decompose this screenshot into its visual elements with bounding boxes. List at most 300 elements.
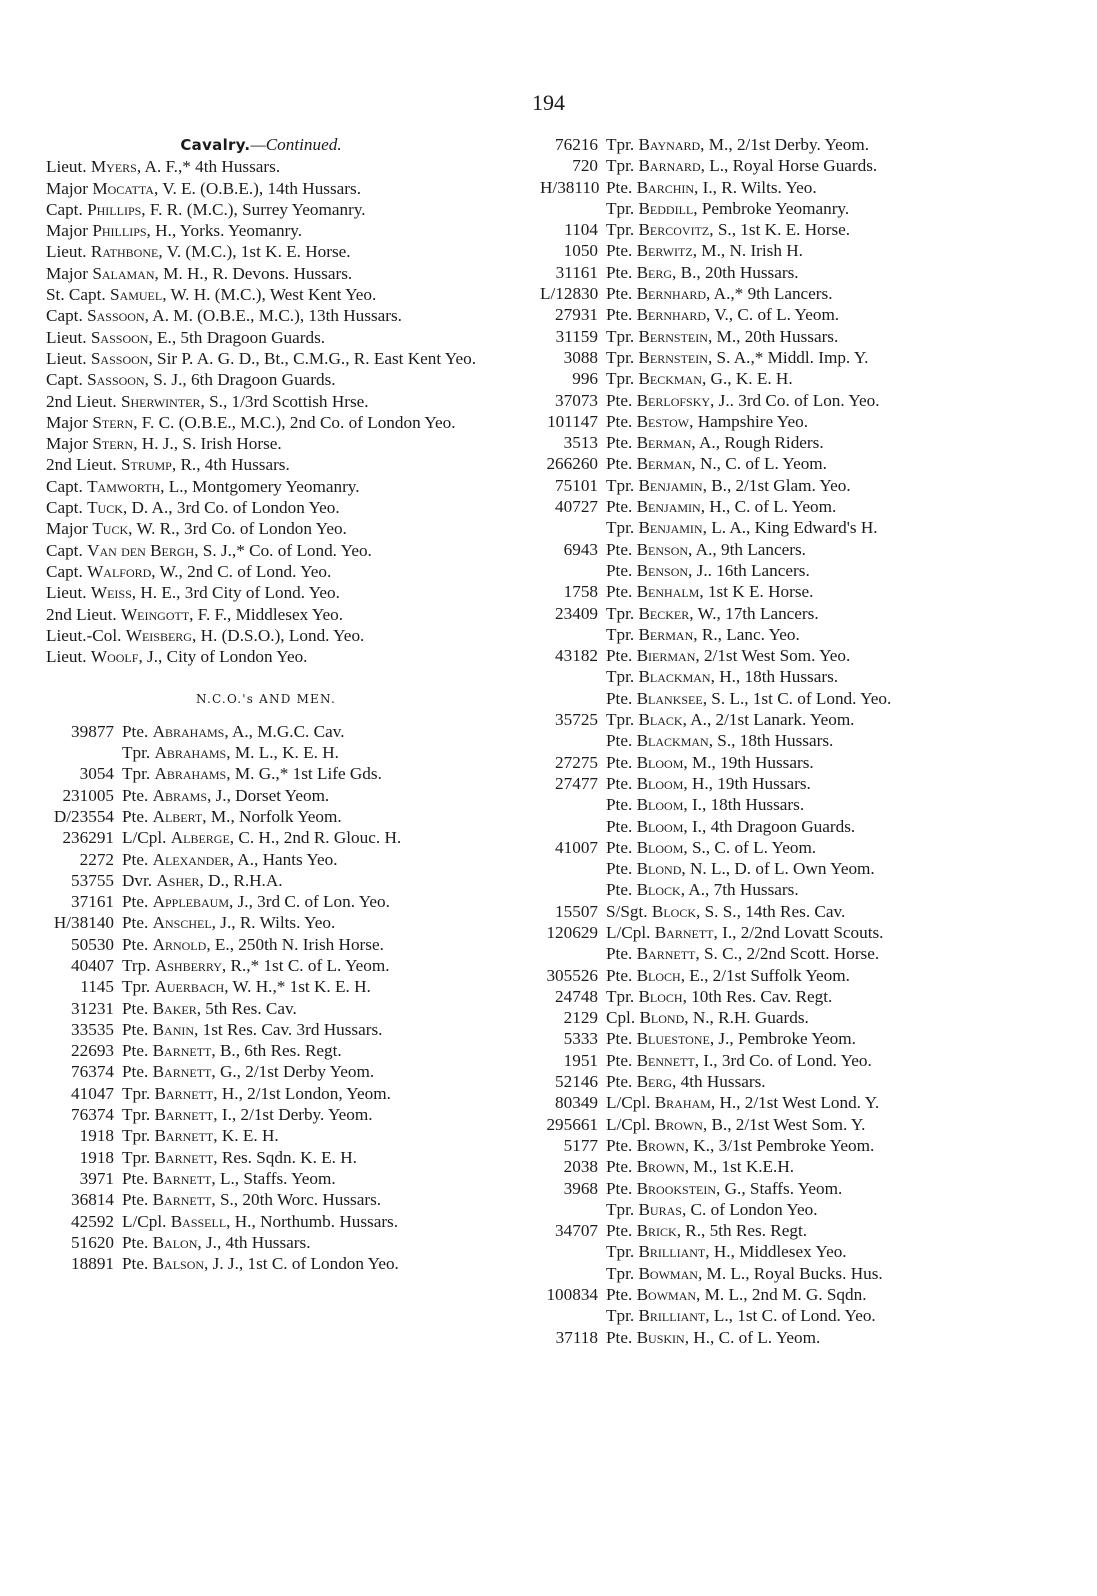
entry-rank: Pte. [606,284,633,304]
officer-rank: 2nd Lieut. [46,391,117,411]
entry-rank: Tpr. [122,1126,151,1146]
entry-name: Buskin [636,1327,685,1347]
service-number [540,1305,606,1326]
service-number: 1951 [563,1050,598,1070]
entry-name: Baker [152,998,197,1018]
entry-text [606,560,1060,581]
entry-rank: S/Sgt. [606,901,648,921]
entry-details: , N., C. of L. Yeom. [691,454,827,474]
entry-rank: Pte. [606,433,633,453]
roll-entry [46,806,522,827]
entry-name: Buras [638,1199,682,1219]
entry-name: Block [636,880,681,900]
officer-name: Weingott [120,604,190,624]
roll-entry [46,1125,522,1146]
entry-name: Blanksee [636,688,703,708]
entry-text [122,1019,522,1040]
entry-rank: Pte. [606,497,633,517]
entry-text [606,1156,1060,1177]
entry-text [606,1028,1060,1049]
officer-entry [46,241,522,262]
entry-name: Barnard [638,156,701,176]
page-number: 194 [532,90,565,115]
entry-text [606,816,1060,837]
entry-rank: Pte. [606,688,633,708]
officer-rank: Major [46,519,89,539]
roll-entry [540,1305,1060,1326]
service-number: 31161 [555,262,598,282]
officer-rank: Capt. [46,540,83,560]
entry-details: , A., 7th Hussars. [680,880,799,900]
entry-text [606,1241,1060,1262]
entry-name: Bloom [636,795,684,815]
entry-name: Blond [639,1008,685,1028]
entry-text [606,581,1060,602]
entry-name: Bassell [170,1211,227,1231]
service-number: 42592 [71,1211,114,1231]
service-number [540,1263,606,1284]
entry-details: , L., 1st C. of Lond. Yeo. [705,1306,876,1326]
officer-rank: Lieut. [46,583,87,603]
entry-rank: L/Cpl. [606,1093,651,1113]
officer-details: , D. A., 3rd Co. of London Yeo. [122,498,340,518]
officer-details: , W. H. (M.C.), West Kent Yeo. [162,285,377,305]
roll-entry [540,1178,1060,1199]
entry-text [606,1050,1060,1071]
left-column [46,134,522,1274]
officer-rank: Lieut.-Col. [46,625,122,645]
entry-details: , J. J., 1st C. of London Yeo. [204,1254,399,1274]
service-number: 18891 [71,1254,114,1274]
right-column [540,134,1060,1348]
entry-rank: Tpr. [122,1147,151,1167]
service-number: 1145 [80,977,114,997]
service-number [540,688,606,709]
entry-name: Applebaum [152,892,229,912]
roll-entry [540,1199,1060,1220]
entry-text [122,742,522,763]
entry-details: , I., 4th Dragoon Guards. [683,816,856,836]
entry-text [606,1305,1060,1326]
service-number: 27477 [555,773,598,793]
service-number: 52146 [555,1072,598,1092]
service-number [540,560,606,581]
service-number: 33535 [71,1019,114,1039]
nco-heading: N.C.O.'s AND MEN. [196,692,336,707]
service-number: 1104 [564,220,598,240]
entry-rank: Tpr. [606,667,635,687]
service-number [540,879,606,900]
entry-name: Bernhard [636,305,707,325]
roll-entry [540,1114,1060,1135]
service-number [540,1241,606,1262]
entry-details: , K., 3/1st Pembroke Yeom. [684,1135,875,1155]
entry-text [606,177,1060,198]
entry-rank: Pte. [606,837,633,857]
cavalry-heading [46,134,476,156]
officer-name: Sherwinter [120,391,201,411]
officer-name: Strump [120,455,172,475]
roll-entry [540,304,1060,325]
entry-name: Barnett [654,922,714,942]
roll-entry [540,624,1060,645]
entry-details: , V., C. of L. Yeom. [706,305,840,325]
entry-rank: Pte. [122,1168,149,1188]
officer-details: , E., 5th Dragoon Guards. [148,327,326,347]
entry-details: , E., 2/1st Suffolk Yeom. [680,965,850,985]
entry-name: Berlofsky [636,390,711,410]
entry-name: Brown [636,1157,685,1177]
roll-entry [46,1147,522,1168]
entry-details: , J., Dorset Yeom. [207,785,330,805]
officer-entry [46,433,522,454]
entry-rank: Pte. [606,944,633,964]
officer-rank: St. Capt. [46,285,106,305]
entry-rank: Tpr. [606,518,635,538]
entry-name: Benjamin [636,497,701,517]
entry-details: , A., Rough Riders. [691,433,824,453]
entry-rank: Pte. [606,454,633,474]
entry-text [122,1232,522,1253]
officer-name: Phillips [92,221,147,241]
roll-entry [540,709,1060,730]
entry-rank: Pte. [606,1178,633,1198]
service-number: 1050 [563,241,598,261]
entry-text [606,134,1060,155]
roll-entry [540,411,1060,432]
service-number: 3088 [563,347,598,367]
officer-entry [46,220,522,241]
entry-rank: Pte. [606,880,633,900]
service-number: 1918 [79,1126,114,1146]
entry-name: Barnett [152,1041,212,1061]
entry-details: , 4th Hussars. [672,1072,766,1092]
entry-rank: Pte. [606,411,633,431]
entry-details: , M., N. Irish H. [692,241,803,261]
entry-name: Anschel [152,913,212,933]
entry-details: , L. A., King Edward's H. [702,518,878,538]
service-number [540,858,606,879]
entry-name: Barnett [152,1062,212,1082]
entry-details: , G., Staffs. Yeom. [716,1178,843,1198]
service-number: 720 [572,156,598,176]
officer-details: , S., 1/3rd Scottish Hrse. [200,391,369,411]
entry-name: Beddill [638,198,694,218]
entry-text [606,496,1060,517]
entry-name: Balson [152,1254,205,1274]
entry-details: , S. C., 2/2nd Scott. Horse. [695,944,880,964]
entry-details: , J., 4th Hussars. [197,1232,311,1252]
service-number: 41007 [555,837,598,857]
entry-details: , B., 6th Res. Regt. [211,1041,342,1061]
roll-entry [46,827,522,848]
entry-rank: Tpr. [606,369,635,389]
service-number: 3971 [79,1168,114,1188]
roll-entry [46,1211,522,1232]
entry-details: , 2/1st West Som. Yeo. [695,646,851,666]
entry-name: Bloom [636,816,684,836]
entry-rank: L/Cpl. [122,828,167,848]
roll-entry [46,1232,522,1253]
entry-rank: L/Cpl. [122,1211,167,1231]
service-number: 39877 [71,721,114,741]
entry-details: , B., 2/1st Glam. Yeo. [702,475,851,495]
entry-text [606,645,1060,666]
officer-name: Mocatta [92,178,154,198]
entry-text [606,240,1060,261]
officer-name: Woolf [90,647,139,667]
entry-text [122,1211,522,1232]
service-number [540,624,606,645]
entry-details: , W., 17th Lancers. [689,603,819,623]
entry-rank: Pte. [122,1062,149,1082]
entry-name: Bowman [636,1285,697,1305]
service-number [540,794,606,815]
entry-rank: Tpr. [606,710,635,730]
service-number: 5177 [563,1135,598,1155]
entry-name: Berwitz [636,241,693,261]
officer-details: , R., 4th Hussars. [171,455,290,475]
officer-rank: Major [46,221,89,241]
entry-rank: Tpr. [606,1242,635,1262]
entry-rank: Pte. [606,795,633,815]
entry-details: , G., 2/1st Derby Yeom. [211,1062,375,1082]
officer-details: , W., 2nd C. of Lond. Yeo. [151,561,332,581]
service-number: 5333 [563,1029,598,1049]
entry-text [606,517,1060,538]
officer-entry [46,348,522,369]
officer-details: , S. J., 6th Dragoon Guards. [144,370,336,390]
entry-text [122,1083,522,1104]
entry-text [122,1168,522,1189]
roll-entry [540,453,1060,474]
roll-entry [540,1241,1060,1262]
officer-name: Sassoon [87,370,145,390]
officer-entry [46,369,522,390]
entry-text [606,922,1060,943]
entry-name: Barnett [152,1190,212,1210]
entry-rank: Tpr. [606,475,635,495]
service-number: 3054 [79,764,114,784]
service-number: 27275 [555,752,598,772]
roll-entry [46,785,522,806]
entry-details: , C. H., 2nd R. Glouc. H. [229,828,402,848]
entry-text [606,624,1060,645]
entry-name: Brookstein [636,1178,717,1198]
officer-name: Van den Bergh [87,540,195,560]
officer-rank: Lieut. [46,348,87,368]
roll-entry [540,560,1060,581]
entry-text [606,986,1060,1007]
entry-text [122,870,522,891]
entry-details: , H., 2/1st London, Yeom. [213,1083,391,1103]
service-number: 231005 [62,785,114,805]
entry-details: , H., 19th Hussars. [683,773,811,793]
officer-rank: Major [46,263,89,283]
service-number: 37161 [71,892,114,912]
officer-entry [46,305,522,326]
entry-text [122,1147,522,1168]
entry-name: Abrams [152,785,207,805]
roll-entry [540,730,1060,751]
roll-entry [46,849,522,870]
entry-rank: Pte. [606,582,633,602]
entry-name: Abrahams [152,721,225,741]
entry-details: , A., 2/1st Lanark. Yeom. [682,710,855,730]
entry-text [606,347,1060,368]
entry-name: Balon [152,1232,198,1252]
entry-text [606,730,1060,751]
entry-text [606,475,1060,496]
roll-entry [540,837,1060,858]
entry-details: , L., Royal Horse Guards. [700,156,878,176]
entry-text [606,1071,1060,1092]
entry-rank: Pte. [122,1019,149,1039]
entry-rank: Tpr. [606,1199,635,1219]
entry-details: , 10th Res. Cav. Regt. [682,986,833,1006]
entry-name: Bestow [636,411,690,431]
entry-details: , R., 5th Res. Regt. [676,1221,808,1241]
entry-details: , N. L., D. of L. Own Yeom. [681,859,875,879]
entry-details: , D., R.H.A. [199,870,283,890]
entry-rank: Pte. [122,721,149,741]
entry-text [606,965,1060,986]
entry-name: Barnett [154,1083,214,1103]
officer-rank: Lieut. [46,242,87,262]
officer-details: , H., Yorks. Yeomanry. [146,221,303,241]
roll-entry [46,870,522,891]
entry-text [606,262,1060,283]
entry-rank: Trp. [122,955,151,975]
service-number: H/38110 [540,177,600,197]
officer-name: Samuel [109,285,163,305]
entry-name: Arnold [152,934,207,954]
entry-details: , J., Pembroke Yeom. [709,1029,856,1049]
entry-name: Bloch [638,986,683,1006]
entry-name: Blond [636,859,682,879]
roll-entry [540,879,1060,900]
entry-text [122,785,522,806]
roll-entry [540,901,1060,922]
entry-details: , M., Norfolk Yeom. [202,806,342,826]
officer-details: , F. R. (M.C.), Surrey Yeomanry. [141,199,366,219]
entry-rank: Pte. [606,390,633,410]
entry-details: , J., R. Wilts. Yeo. [211,913,336,933]
service-number [540,816,606,837]
officer-entry [46,476,522,497]
service-number: 1918 [79,1147,114,1167]
officer-details: , Sir P. A. G. D., Bt., C.M.G., R. East Kent Yeo. [148,348,477,368]
officer-details: , H. E., 3rd City of Lond. Yeo. [131,583,340,603]
service-number: 2038 [563,1157,598,1177]
roll-entry [46,742,522,763]
entry-rank: Pte. [122,849,149,869]
entry-text [122,1125,522,1146]
officer-details: , H. J., S. Irish Horse. [133,434,282,454]
service-number: 80349 [555,1093,598,1113]
roll-entry [540,965,1060,986]
officer-entry [46,391,522,412]
roll-entry [540,1092,1060,1113]
officer-name: Tuck [87,498,123,518]
entry-details: , M. G.,* 1st Life Gds. [226,764,382,784]
entry-text [606,709,1060,730]
entry-name: Benjamin [638,475,703,495]
entry-rank: Pte. [606,241,633,261]
entry-name: Berg [636,1072,673,1092]
entry-rank: Tpr. [606,986,635,1006]
officer-entry [46,540,522,561]
entry-rank: Tpr. [606,326,635,346]
entry-text [606,1327,1060,1348]
entry-name: Berg [636,262,673,282]
entry-name: Block [651,901,696,921]
service-number: 76216 [555,135,598,154]
officer-details: , F. F., Middlesex Yeo. [189,604,344,624]
entry-text [606,326,1060,347]
service-number: 76374 [71,1062,114,1082]
entry-details: , H., C. of L. Yeom. [684,1327,821,1347]
roll-entry [540,240,1060,261]
entry-text [606,794,1060,815]
entry-rank: Pte. [606,1285,633,1305]
roll-entry [540,581,1060,602]
entry-rank: Pte. [606,1029,633,1049]
officer-rank: Lieut. [46,157,87,177]
entry-name: Bernhard [636,284,707,304]
entry-name: Brown [654,1114,703,1134]
service-number: 22693 [71,1041,114,1061]
entry-rank: Pte. [122,1190,149,1210]
entry-rank: Pte. [606,1072,633,1092]
service-number: 2272 [79,849,114,869]
service-number: 43182 [555,646,598,666]
entry-details: , I., 2/2nd Lovatt Scouts. [713,922,884,942]
roll-entry [46,1253,522,1274]
roll-entry [540,773,1060,794]
entry-text [122,1040,522,1061]
entry-details: , J.. 16th Lancers. [688,560,810,580]
service-number: 40407 [71,955,114,975]
service-number: 36814 [71,1190,114,1210]
roll-entry [540,1028,1060,1049]
entry-text [606,1114,1060,1135]
officer-rank: Capt. [46,199,83,219]
entry-name: Braham [654,1093,711,1113]
entry-details: , 1st K E. Horse. [699,582,814,602]
entry-details: , M., 19th Hussars. [683,752,814,772]
officer-name: Weisberg [125,625,192,645]
entry-rank: Tpr. [122,977,151,997]
entry-details: , S., 18th Hussars. [708,731,834,751]
entry-text [122,763,522,784]
entry-details: , 5th Res. Cav. [196,998,297,1018]
service-number: 266260 [546,454,598,474]
cavalry-heading-bold: Cavalry. [180,136,251,154]
officer-entry [46,327,522,348]
entry-rank: L/Cpl. [606,922,651,942]
entry-rank: Pte. [122,1254,149,1274]
entry-text [122,891,522,912]
roll-entry [540,219,1060,240]
entry-rank: Pte. [606,1221,633,1241]
roll-entry [540,134,1060,155]
service-number: 40727 [555,497,598,517]
entry-text [606,432,1060,453]
entry-name: Berman [638,624,694,644]
roll-entry [540,922,1060,943]
service-number: 27931 [555,305,598,325]
